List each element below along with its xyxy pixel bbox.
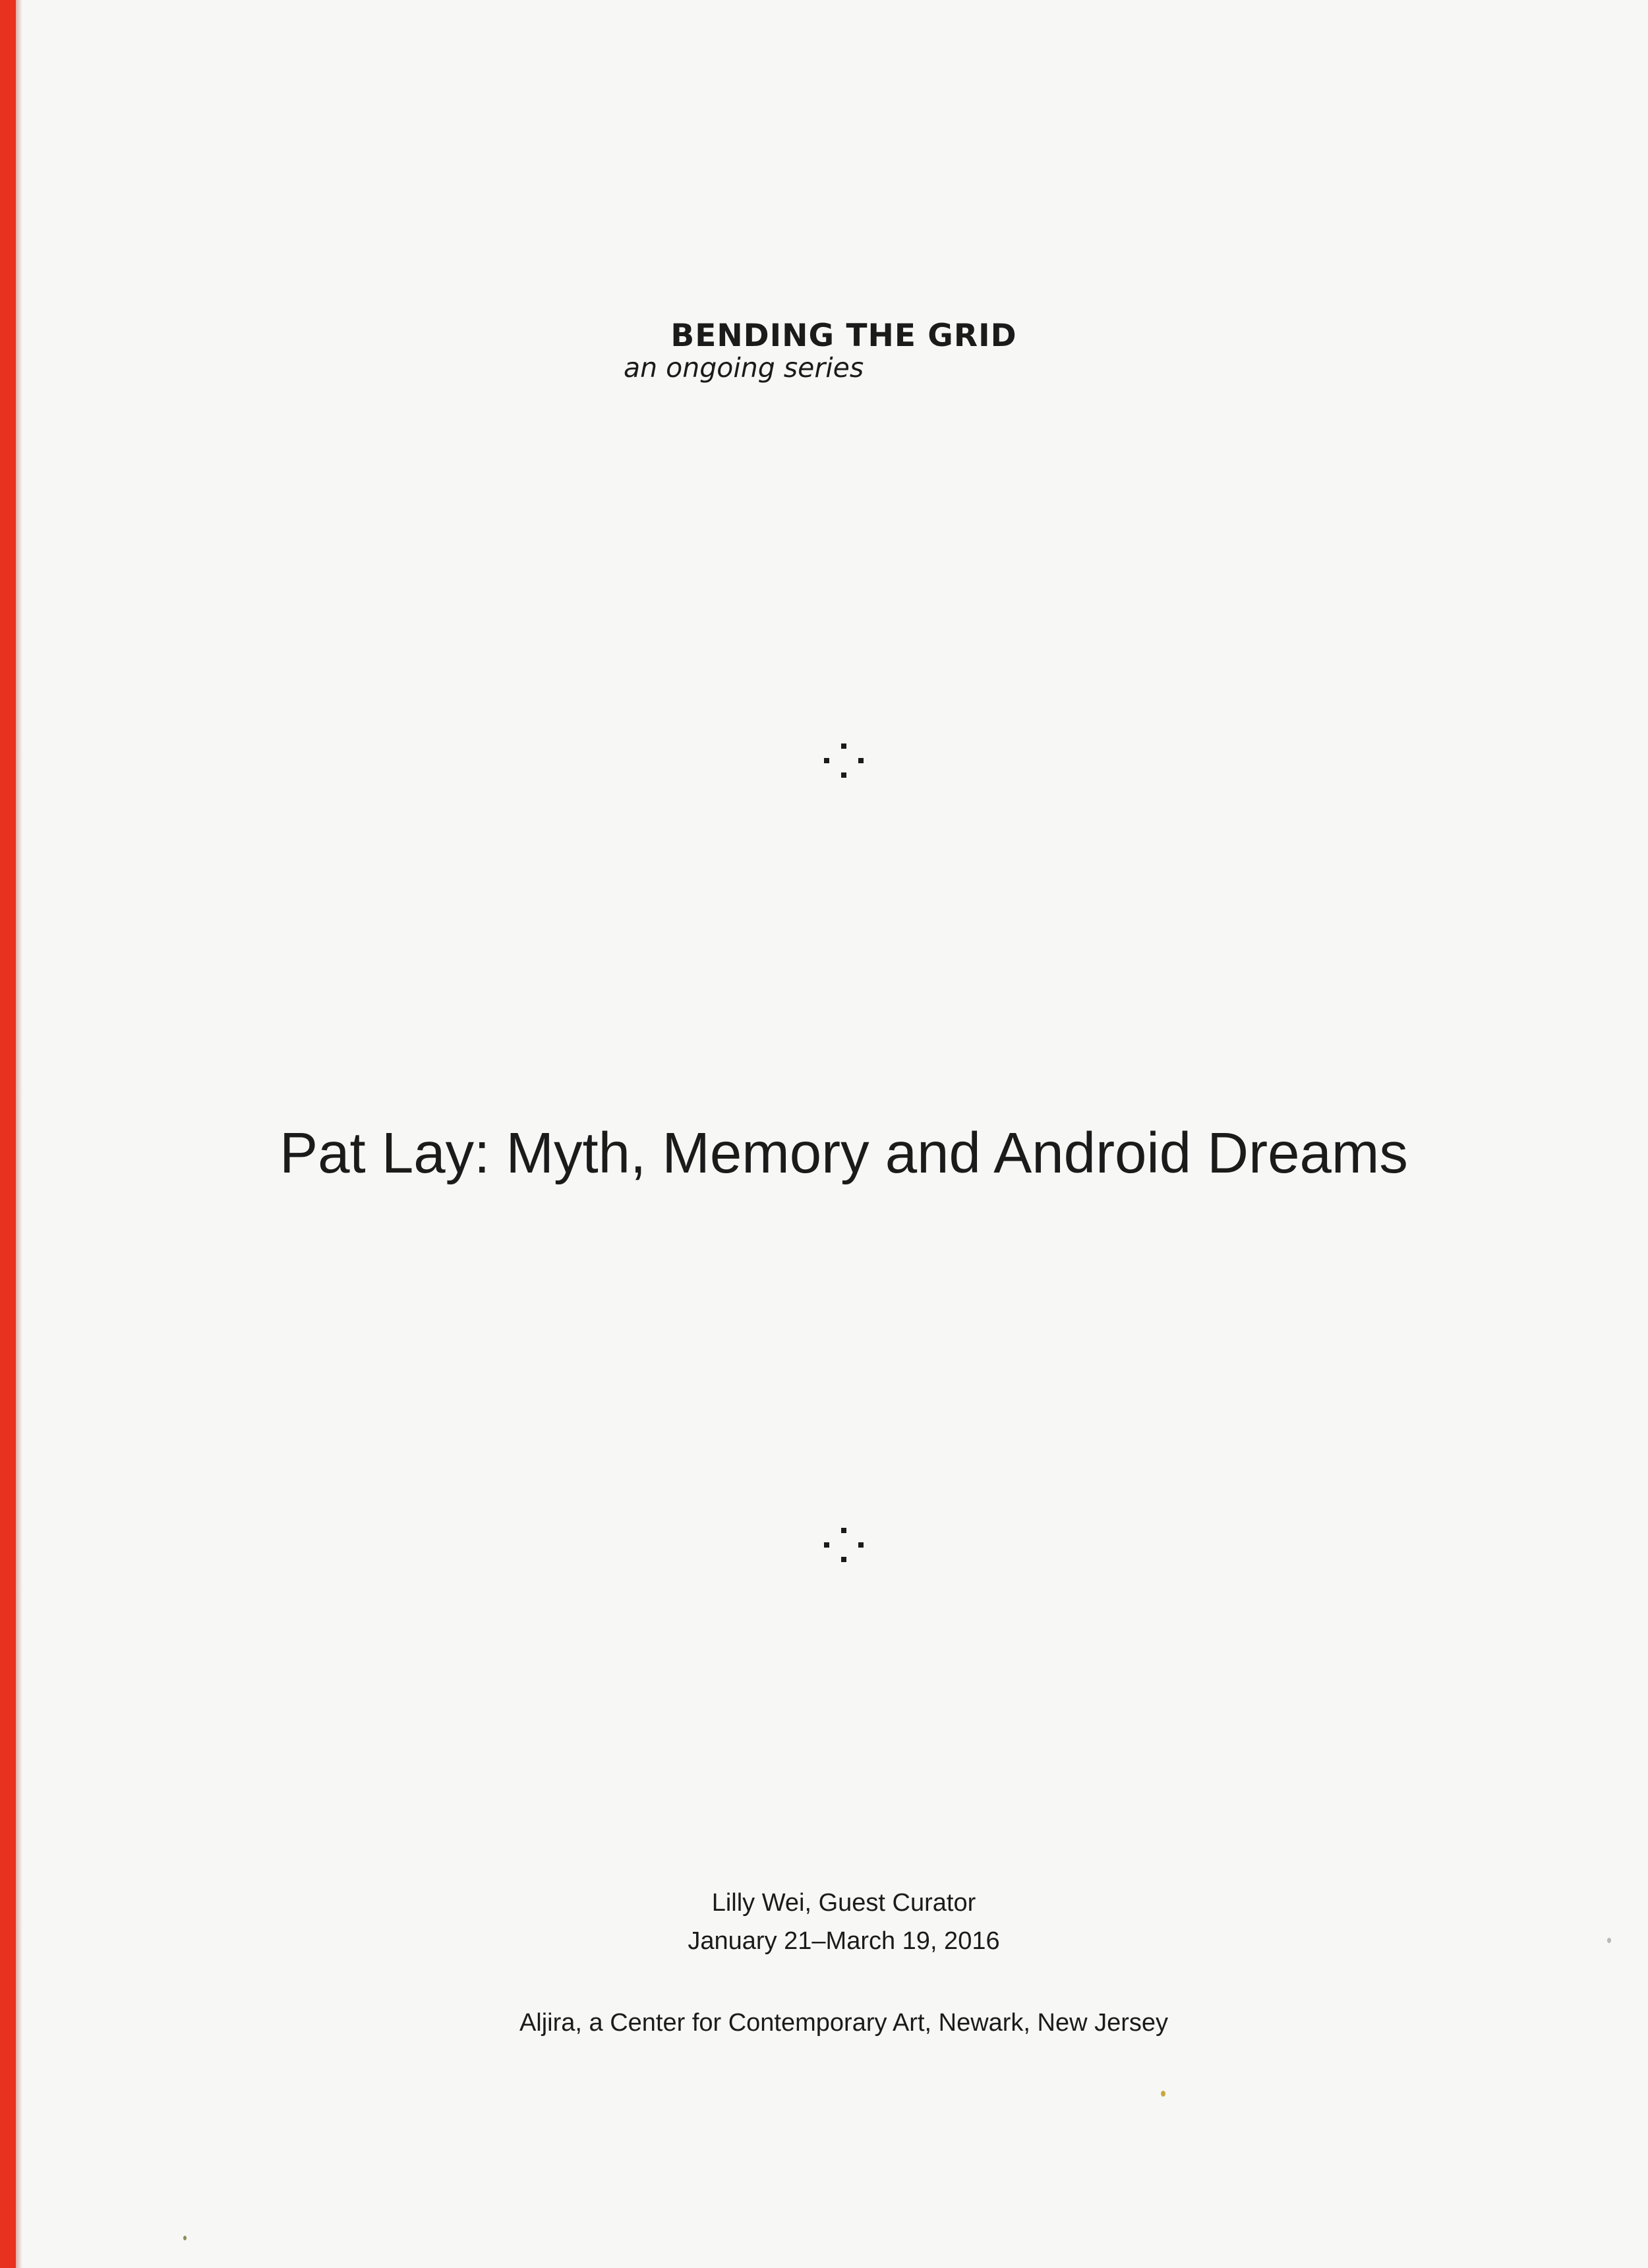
ornament-dot — [841, 772, 846, 778]
paper-speck — [183, 2236, 187, 2240]
ornament-dot — [841, 743, 846, 749]
series-title: BENDING THE GRID — [670, 318, 1017, 354]
date-line: January 21–March 19, 2016 — [688, 1927, 1000, 1955]
exhibition-credits — [0, 1884, 1648, 1960]
ornament-dots-top — [824, 743, 864, 783]
page-title: Pat Lay: Myth, Memory and Android Dreams — [280, 1121, 1408, 1185]
curator-line: Lilly Wei, Guest Curator — [711, 1889, 976, 1917]
venue-line: Aljira, a Center for Contemporary Art, Newark, New Jersey — [519, 2009, 1169, 2037]
paper-speck — [1161, 2091, 1165, 2097]
paper-speck — [1607, 1938, 1611, 1943]
ornament-dot — [824, 758, 829, 763]
ornament-dot — [858, 758, 864, 763]
series-subtitle: an ongoing series — [624, 352, 864, 384]
ornament-dot — [824, 1542, 829, 1548]
ornament-dot — [841, 1528, 846, 1533]
ornament-dot — [841, 1557, 846, 1562]
ornament-dots-bottom — [824, 1528, 864, 1567]
ornament-dot — [858, 1542, 864, 1548]
